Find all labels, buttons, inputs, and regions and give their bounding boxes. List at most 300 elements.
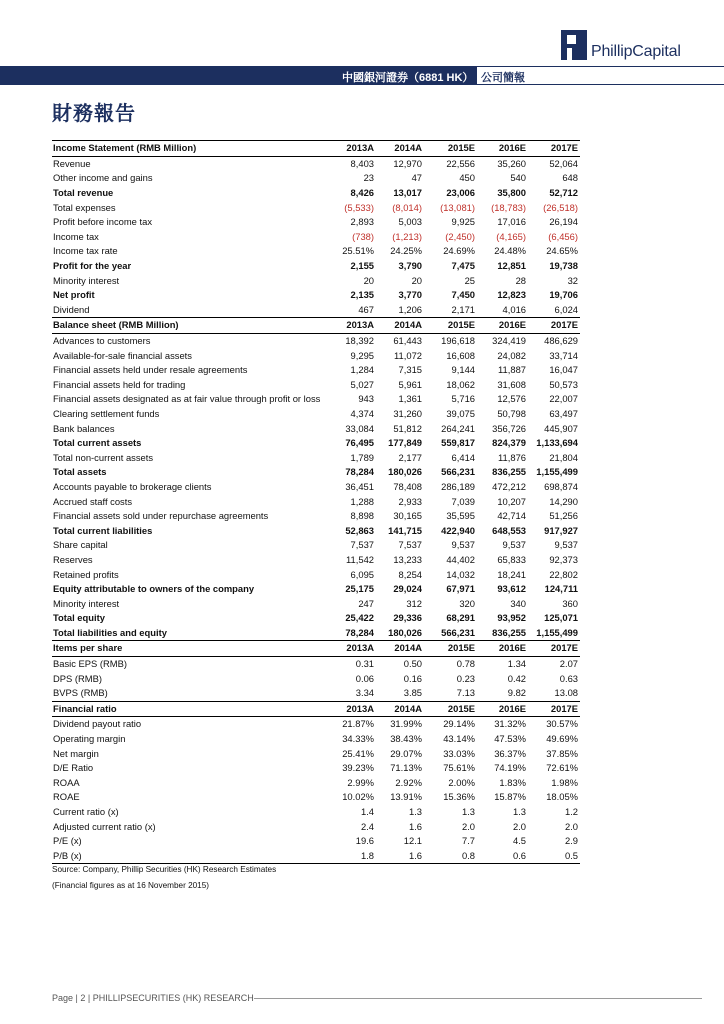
cell-value: 422,940: [441, 524, 475, 536]
cell-value: 2,933: [398, 495, 422, 507]
row-label: Total equity: [53, 612, 105, 624]
cell-value: 29,024: [393, 583, 422, 595]
column-header: 2016E: [477, 701, 528, 717]
cell-value: 559,817: [441, 437, 475, 449]
row-label: DPS (RMB): [53, 672, 102, 684]
row-label: Total revenue: [53, 187, 114, 199]
cell-value: 52,863: [345, 524, 374, 536]
row-label: Dividend: [53, 303, 90, 315]
cell-value: 698,874: [544, 480, 578, 492]
cell-value: 22,007: [549, 393, 578, 405]
cell-value: 7,537: [350, 539, 374, 551]
row-label: Retained profits: [53, 568, 119, 580]
row-label: Reserves: [53, 553, 93, 565]
row-label: Income tax rate: [53, 245, 118, 257]
row-label: Available-for-sale financial assets: [53, 349, 192, 361]
cell-value: 2.0: [461, 820, 475, 832]
row-label: Other income and gains: [53, 172, 153, 184]
table-row: [52, 656, 580, 671]
section-header-row: [52, 141, 580, 157]
cell-value: 51,256: [549, 510, 578, 522]
cell-value: 18,392: [345, 335, 374, 347]
cell-value: 32: [567, 274, 578, 286]
cell-value: 43.14%: [443, 733, 475, 745]
column-header: 2013A: [329, 141, 376, 157]
row-label: D/E Ratio: [53, 762, 94, 774]
row-label: Profit before income tax: [53, 216, 153, 228]
table-row: [52, 200, 580, 215]
cell-value: 1.2: [564, 806, 578, 818]
cell-value: 12,970: [393, 157, 422, 169]
cell-value: 0.06: [355, 672, 374, 684]
cell-value: 0.6: [477, 849, 528, 864]
cell-value: 47.53%: [494, 733, 526, 745]
table-row: [52, 596, 580, 611]
section-header-row: [52, 641, 580, 657]
cell-value: 1,133,694: [536, 437, 578, 449]
cell-value: 7,537: [398, 539, 422, 551]
table-row: [52, 717, 580, 732]
cell-value: 25,422: [345, 612, 374, 624]
cell-value: 1.6: [376, 849, 424, 864]
cell-value: 196,618: [441, 335, 475, 347]
report-banner: [0, 66, 724, 85]
table-row: [52, 288, 580, 303]
cell-value: 1,284: [350, 364, 374, 376]
table-row: [52, 509, 580, 524]
cell-value: 71.13%: [390, 762, 422, 774]
cell-value: 78,408: [393, 480, 422, 492]
cell-value: 450: [459, 172, 475, 184]
cell-value: 1.34: [507, 658, 526, 670]
row-label: Net margin: [53, 747, 99, 759]
cell-value: 19,706: [549, 289, 578, 301]
cell-value: 340: [510, 597, 526, 609]
cell-value: 141,715: [388, 524, 422, 536]
table-row: [52, 156, 580, 171]
cell-value: 33,714: [549, 349, 578, 361]
cell-value: 7,475: [451, 260, 475, 272]
cell-value: 0.23: [456, 672, 475, 684]
cell-value: 0.63: [559, 672, 578, 684]
row-label: Accrued staff costs: [53, 495, 133, 507]
cell-value: 67,971: [446, 583, 475, 595]
section-header-row: [52, 318, 580, 334]
row-label: Total assets: [53, 466, 107, 478]
cell-value: (6,456): [548, 230, 578, 242]
cell-value: 566,231: [441, 466, 475, 478]
row-label: Advances to customers: [53, 335, 151, 347]
cell-value: 3.34: [355, 687, 374, 699]
cell-value: 24,082: [497, 349, 526, 361]
column-header: 2014A: [376, 141, 424, 157]
cell-value: 50,798: [497, 407, 526, 419]
table-row: [52, 186, 580, 201]
table-row: [52, 392, 580, 407]
table-row: [52, 171, 580, 186]
table-row: [52, 494, 580, 509]
cell-value: 1.3: [461, 806, 475, 818]
table-row: [52, 686, 580, 701]
cell-value: 26,194: [549, 216, 578, 228]
cell-value: 44,402: [446, 553, 475, 565]
cell-value: 38.43%: [390, 733, 422, 745]
cell-value: 4,374: [350, 407, 374, 419]
cell-value: 445,907: [544, 422, 578, 434]
cell-value: 12.1: [403, 835, 422, 847]
cell-value: 25.51%: [342, 245, 374, 257]
cell-value: 61,443: [393, 335, 422, 347]
cell-value: 467: [358, 303, 374, 315]
cell-value: (4,165): [496, 230, 526, 242]
cell-value: 68,291: [446, 612, 475, 624]
cell-value: 34.33%: [342, 733, 374, 745]
footer-divider: [254, 998, 702, 999]
row-label: Operating margin: [53, 733, 126, 745]
column-header: 2015E: [424, 318, 477, 334]
cell-value: 4,016: [502, 303, 526, 315]
cell-value: 10,207: [497, 495, 526, 507]
table-row: [52, 273, 580, 288]
cell-value: 52,064: [549, 157, 578, 169]
cell-value: 1.3: [512, 806, 526, 818]
cell-value: 5,961: [398, 378, 422, 390]
cell-value: 836,255: [492, 626, 526, 638]
cell-value: 5,716: [451, 393, 475, 405]
cell-value: 12,823: [497, 289, 526, 301]
cell-value: 9,537: [502, 539, 526, 551]
table-row: [52, 215, 580, 230]
table-row: [52, 553, 580, 568]
cell-value: 30.57%: [546, 718, 578, 730]
cell-value: 16,047: [549, 364, 578, 376]
column-header: 2017E: [528, 701, 580, 717]
row-label: Adjusted current ratio (x): [53, 820, 156, 832]
cell-value: 24.65%: [546, 245, 578, 257]
table-row: [52, 746, 580, 761]
cell-value: 16,608: [446, 349, 475, 361]
cell-value: 648,553: [492, 524, 526, 536]
row-label: Financial assets held for trading: [53, 378, 186, 390]
cell-value: 75.61%: [443, 762, 475, 774]
column-header: 2013A: [329, 641, 376, 657]
cell-value: (18,783): [491, 201, 526, 213]
cell-value: 47: [411, 172, 422, 184]
section-title: Items per share: [52, 641, 329, 657]
cell-value: 17,016: [497, 216, 526, 228]
cell-value: 39,075: [446, 407, 475, 419]
cell-value: 12,851: [497, 260, 526, 272]
cell-value: 36.37%: [494, 747, 526, 759]
cell-value: 21,804: [549, 451, 578, 463]
row-label: Total current assets: [53, 437, 142, 449]
cell-value: 25,175: [345, 583, 374, 595]
cell-value: 0.8: [424, 849, 477, 864]
cell-value: 1,155,499: [536, 466, 578, 478]
cell-value: 19.6: [355, 835, 374, 847]
table-row: [52, 819, 580, 834]
table-row: [52, 611, 580, 626]
cell-value: 9,295: [350, 349, 374, 361]
cell-value: 11,072: [394, 349, 422, 361]
report-type-tag: [477, 67, 724, 84]
cell-value: 7.13: [456, 687, 475, 699]
cell-value: 2.9: [564, 835, 578, 847]
brand-name: PhillipCapital: [591, 43, 681, 60]
cell-value: 2.07: [559, 658, 578, 670]
cell-value: 2.0: [512, 820, 526, 832]
cell-value: 247: [358, 597, 374, 609]
cell-value: 25.41%: [342, 747, 374, 759]
row-label: Net profit: [53, 289, 95, 301]
table-row: [52, 732, 580, 747]
cell-value: 13,233: [393, 553, 422, 565]
row-label: Revenue: [53, 157, 91, 169]
cell-value: 2,135: [350, 289, 374, 301]
cell-value: 72.61%: [546, 762, 578, 774]
table-row: [52, 805, 580, 820]
column-header: 2015E: [424, 141, 477, 157]
cell-value: 33,084: [345, 422, 374, 434]
column-header: 2016E: [477, 141, 528, 157]
cell-value: 19,738: [549, 260, 578, 272]
cell-value: 14,290: [549, 495, 578, 507]
cell-value: 31,608: [497, 378, 526, 390]
cell-value: 2.00%: [448, 776, 475, 788]
table-row: [52, 761, 580, 776]
row-label: ROAE: [53, 791, 80, 803]
cell-value: 8,426: [350, 187, 374, 199]
cell-value: 20: [363, 274, 374, 286]
cell-value: 22,556: [446, 157, 475, 169]
cell-value: 124,711: [544, 583, 578, 595]
table-row: [52, 450, 580, 465]
cell-value: 33.03%: [443, 747, 475, 759]
column-header: 2016E: [477, 318, 528, 334]
cell-value: 18,241: [497, 568, 526, 580]
cell-value: 836,255: [492, 466, 526, 478]
cell-value: 180,026: [388, 626, 422, 638]
cell-value: 13.08: [554, 687, 578, 699]
page-title: 財務報告: [52, 103, 136, 125]
cell-value: 1.8: [329, 849, 376, 864]
column-header: 2017E: [528, 318, 580, 334]
column-header: 2016E: [477, 641, 528, 657]
cell-value: 0.31: [355, 658, 374, 670]
financial-table: [52, 140, 580, 864]
cell-value: 1.98%: [551, 776, 578, 788]
cell-value: 648: [562, 172, 578, 184]
cell-value: 125,071: [544, 612, 578, 624]
cell-value: 93,612: [497, 583, 526, 595]
cell-value: 7,315: [398, 364, 422, 376]
cell-value: 566,231: [441, 626, 475, 638]
cell-value: (1,213): [392, 230, 422, 242]
cell-value: 0.5: [528, 849, 580, 864]
cell-value: 15.87%: [494, 791, 526, 803]
cell-value: 65,833: [497, 553, 526, 565]
cell-value: 14,032: [446, 568, 475, 580]
cell-value: 11,542: [346, 553, 374, 565]
cell-value: 36,451: [345, 480, 374, 492]
cell-value: 37.85%: [546, 747, 578, 759]
cell-value: 78,284: [345, 466, 374, 478]
phillip-logo-icon: [561, 30, 587, 60]
cell-value: (26,518): [543, 201, 578, 213]
cell-value: (738): [352, 230, 374, 242]
cell-value: 356,726: [492, 422, 526, 434]
cell-value: (5,533): [344, 201, 374, 213]
cell-value: 177,849: [388, 437, 422, 449]
cell-value: 78,284: [345, 626, 374, 638]
row-label: Financial assets held under resale agreements: [53, 364, 248, 376]
section-title: Balance sheet (RMB Million): [52, 318, 329, 334]
table-row: [52, 538, 580, 553]
table-row: [52, 671, 580, 686]
cell-value: 35,800: [497, 187, 526, 199]
cell-value: 35,260: [497, 157, 526, 169]
cell-value: 31.32%: [494, 718, 526, 730]
table-row: [52, 834, 580, 849]
row-label: Minority interest: [53, 274, 120, 286]
cell-value: 9.82: [507, 687, 526, 699]
row-label: Accounts payable to brokerage clients: [53, 480, 212, 492]
cell-value: 0.16: [403, 672, 422, 684]
cell-value: 6,095: [350, 568, 374, 580]
table-row: [52, 465, 580, 480]
row-label: Basic EPS (RMB): [53, 658, 127, 670]
row-label: Clearing settlement funds: [53, 407, 160, 419]
table-row: [52, 303, 580, 318]
section-title: Financial ratio: [52, 701, 329, 717]
table-row: [52, 259, 580, 274]
cell-value: 52,712: [549, 187, 578, 199]
table-row: [52, 333, 580, 348]
cell-value: 5,003: [398, 216, 422, 228]
cell-value: 2.4: [360, 820, 374, 832]
row-label: Total current liabilities: [53, 524, 153, 536]
table-row: [52, 776, 580, 791]
page-footer: Page | 2 | PHILLIPSECURITIES (HK) RESEARCH: [52, 993, 254, 1003]
table-row: [52, 363, 580, 378]
cell-value: 39.23%: [342, 762, 374, 774]
cell-value: 6,414: [451, 451, 475, 463]
cell-value: 76,495: [345, 437, 374, 449]
cell-value: 917,927: [544, 524, 578, 536]
cell-value: 31.99%: [390, 718, 422, 730]
row-label: Financial assets sold under repurchase agreements: [53, 510, 269, 522]
cell-value: 18.05%: [546, 791, 578, 803]
cell-value: 24.48%: [494, 245, 526, 257]
row-label: Equity attributable to owners of the company: [53, 583, 255, 595]
cell-value: 21.87%: [342, 718, 374, 730]
cell-value: 472,212: [492, 480, 526, 492]
cell-value: 286,189: [441, 480, 475, 492]
cell-value: 1,206: [398, 303, 422, 315]
row-label: Dividend payout ratio: [53, 718, 142, 730]
cell-value: 312: [406, 597, 422, 609]
row-label: P/E (x): [53, 835, 82, 847]
cell-value: 9,537: [554, 539, 578, 551]
cell-value: 63,497: [549, 407, 578, 419]
cell-value: 11,876: [498, 451, 526, 463]
section-title: Income Statement (RMB Million): [52, 141, 329, 157]
cell-value: 320: [459, 597, 475, 609]
row-label: ROAA: [53, 776, 80, 788]
cell-value: 24.25%: [390, 245, 422, 257]
cell-value: 8,403: [350, 157, 374, 169]
table-row: [52, 626, 580, 641]
cell-value: 486,629: [544, 335, 578, 347]
row-label: Financial assets designated as at fair value through profit or loss: [53, 393, 321, 405]
cell-value: 7,039: [451, 495, 475, 507]
cell-value: 9,537: [451, 539, 475, 551]
cell-value: 1,155,499: [536, 626, 578, 638]
table-row: [52, 348, 580, 363]
cell-value: 13,017: [393, 187, 422, 199]
cell-value: 180,026: [388, 466, 422, 478]
cell-value: 5,027: [350, 378, 374, 390]
cell-value: 74.19%: [494, 762, 526, 774]
cell-value: 9,144: [451, 364, 475, 376]
cell-value: 29,336: [393, 612, 422, 624]
cell-value: 4.5: [512, 835, 526, 847]
cell-value: 25: [464, 274, 475, 286]
column-header: 2013A: [329, 318, 376, 334]
cell-value: 1.4: [360, 806, 374, 818]
cell-value: 15.36%: [443, 791, 475, 803]
cell-value: 0.50: [403, 658, 422, 670]
cell-value: 49.69%: [546, 733, 578, 745]
cell-value: 29.07%: [390, 747, 422, 759]
figures-date-note: (Financial figures as at 16 November 2015): [52, 881, 210, 890]
row-label: Total liabilities and equity: [53, 626, 167, 638]
table-row: [52, 244, 580, 259]
table-row: [52, 567, 580, 582]
cell-value: 42,714: [497, 510, 526, 522]
report-type-label: 公司簡報: [481, 72, 525, 84]
cell-value: 2.99%: [347, 776, 374, 788]
cell-value: 540: [510, 172, 526, 184]
cell-value: 2,177: [398, 451, 422, 463]
cell-value: 2,893: [350, 216, 374, 228]
cell-value: 30,165: [393, 510, 422, 522]
cell-value: 2,171: [451, 303, 475, 315]
cell-value: 1,789: [350, 451, 374, 463]
cell-value: 1.6: [408, 820, 422, 832]
cell-value: 12,576: [497, 393, 526, 405]
table-row: [52, 230, 580, 245]
cell-value: 2,155: [350, 260, 374, 272]
column-header: 2017E: [528, 141, 580, 157]
row-label: Total non-current assets: [53, 451, 154, 463]
row-label: Income tax: [53, 230, 99, 242]
cell-value: 10.02%: [342, 791, 374, 803]
table-row: [52, 523, 580, 538]
cell-value: 2.92%: [395, 776, 422, 788]
table-row: [52, 480, 580, 495]
row-label: Bank balances: [53, 422, 115, 434]
column-header: 2017E: [528, 641, 580, 657]
table-row: [52, 582, 580, 597]
cell-value: 18,062: [446, 378, 475, 390]
cell-value: 24.69%: [443, 245, 475, 257]
table-row: [52, 421, 580, 436]
cell-value: 93,952: [497, 612, 526, 624]
row-label: Total expenses: [53, 201, 116, 213]
cell-value: 1,361: [398, 393, 422, 405]
cell-value: (2,450): [445, 230, 475, 242]
